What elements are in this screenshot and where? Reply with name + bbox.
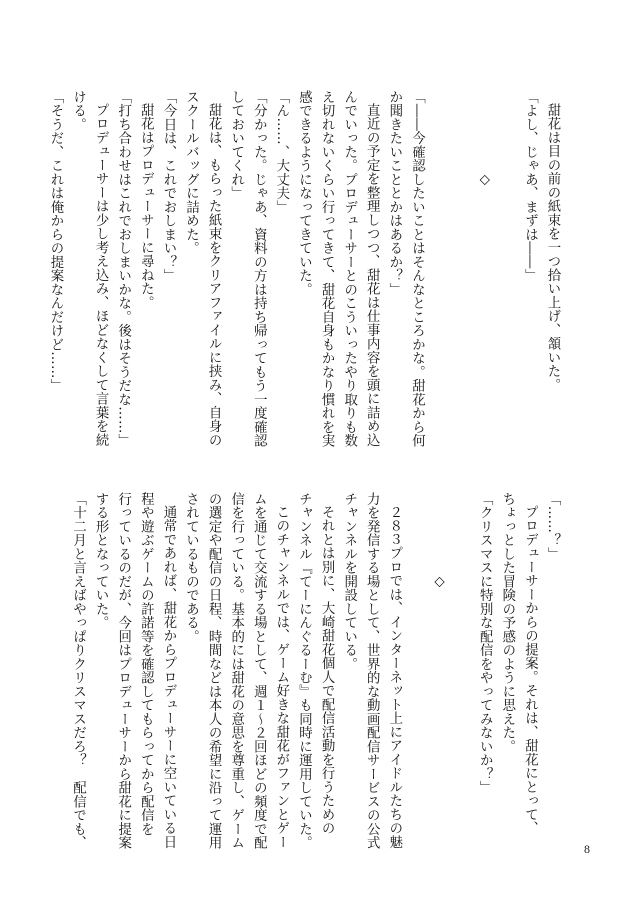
text-line: 「そうだ、これは俺からの提案なんだけど……」 bbox=[47, 90, 63, 393]
text-line: 甜花は、もらった紙束をクリアファイルに挟み、自身の bbox=[206, 103, 222, 448]
text-line: 信を行っている。基本的には甜花の意思を尊重し、ゲーム bbox=[228, 492, 244, 850]
text-line: ムを通じて交流する場として、週１～２回ほどの頻度で配 bbox=[251, 492, 267, 850]
text-line: ２８３プロでは、インターネット上にアイドルたちの魅 bbox=[386, 505, 402, 850]
text-line: 通常であれば、甜花からプロデューサーに空いている日 bbox=[160, 505, 176, 850]
lower-text-column-block bbox=[70, 492, 563, 850]
text-line: 「打ち合わせはこれでおしまいかな。後はそうだな……」 bbox=[115, 90, 131, 448]
text-line: んでいった。プロデューサーとのこういったやり取りも数 bbox=[341, 90, 357, 448]
text-line: 力を発信する場として、世界的な動画配信サービスの公式 bbox=[364, 492, 380, 850]
text-line: 程や遊ぶゲームの許諾等を確認してもらってから配信を bbox=[138, 492, 154, 836]
text-line: チャンネル『てーにんぐるーむ』も同時に運用していた。 bbox=[296, 492, 312, 850]
text-line: チャンネルを開設している。 bbox=[341, 492, 357, 671]
text-line: 「クリスマスに特別な配信をやってみないか？」 bbox=[477, 492, 493, 795]
text-line: このチャンネルでは、ゲーム好きな甜花がファンとゲー bbox=[273, 505, 289, 850]
text-line: 感できるようになってきていた。 bbox=[296, 90, 312, 297]
text-line: プロデューサーからの提案。それは、甜花にとって、 bbox=[522, 505, 538, 836]
text-line: え切れないくらい行ってきて、甜花自身もかなり慣れを実 bbox=[319, 90, 335, 448]
text-line: 「――今確認したいことはそんなところかな。甜花から何 bbox=[409, 90, 425, 448]
text-line: スクールバッグに詰めた。 bbox=[183, 90, 199, 255]
text-line: 甜花は目の前の紙束を一つ拾い上げ、頷いた。 bbox=[545, 103, 560, 393]
text-line: しておいてくれ」 bbox=[228, 90, 244, 200]
text-line: 「十二月と言えばやっぱりクリスマスだろ？ 配信でも、 bbox=[70, 492, 86, 850]
text-line: 甜花はプロデューサーに尋ねた。 bbox=[138, 103, 154, 310]
text-line: 直近の予定を整理しつつ、甜花は仕事内容を頭に詰め込 bbox=[364, 103, 380, 448]
text-line: ちょっとした冒険の予感のように思えた。 bbox=[499, 492, 515, 754]
text-line: ける。 bbox=[70, 90, 86, 132]
text-line bbox=[450, 492, 473, 830]
text-line bbox=[450, 90, 473, 445]
page-number: 8 bbox=[584, 842, 590, 856]
text-line: する形となっていた。 bbox=[93, 492, 109, 630]
text-line: の選定や配信の日程、時間などは本人の希望に沿って運用 bbox=[206, 492, 222, 850]
text-line: 「よし、じゃあ、まずは――」 bbox=[522, 90, 538, 283]
text-line: 「……？」 bbox=[545, 492, 560, 561]
text-line: か聞きたいこととかはあるか？」 bbox=[386, 90, 402, 297]
section-break-diamond: ◇ bbox=[477, 90, 493, 188]
text-line: 「分かった。じゃあ、資料の方は持ち帰ってもう一度確認 bbox=[251, 90, 267, 448]
text-line: それとは別に、大崎甜花個人で配信活動を行うための bbox=[319, 505, 335, 836]
section-break-diamond: ◇ bbox=[432, 492, 448, 590]
text-line: プロデューサーは少し考え込み、ほどなくして言葉を続 bbox=[93, 103, 109, 448]
text-line bbox=[427, 90, 450, 445]
text-line: 行っているのだが、今回はプロデューサーから甜花に提案 bbox=[115, 492, 131, 850]
text-line bbox=[405, 492, 428, 830]
upper-text-column-block bbox=[47, 90, 563, 448]
text-line: されているものである。 bbox=[183, 492, 199, 644]
text-line bbox=[495, 90, 518, 445]
text-line: 「今日は、これでおしまい？」 bbox=[160, 90, 176, 283]
text-line: 「ん……、大丈夫」 bbox=[273, 90, 289, 214]
